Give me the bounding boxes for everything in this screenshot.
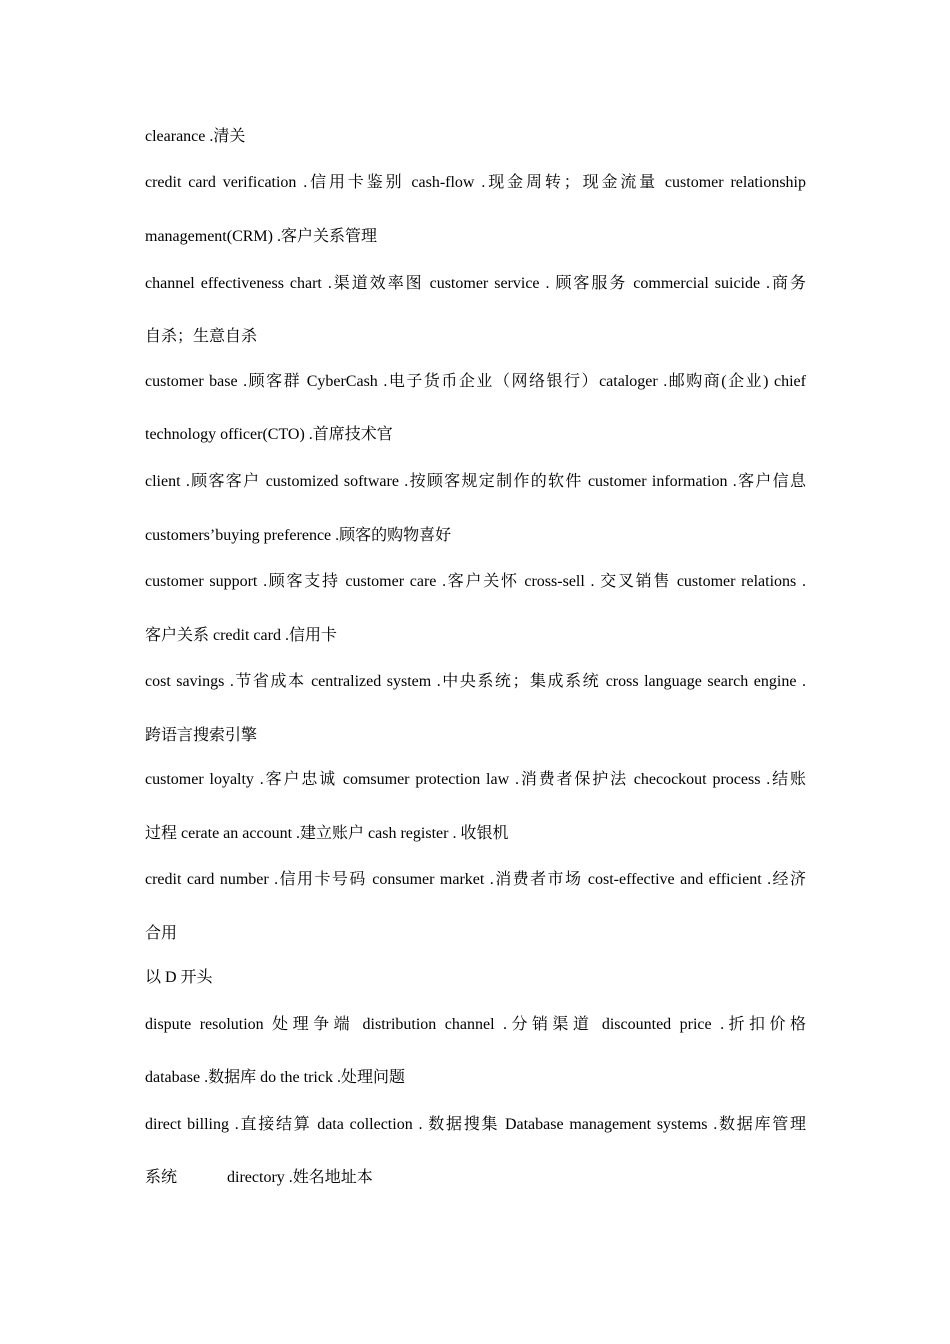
text-line: 合用 (145, 925, 178, 942)
text-line: 过程 cerate an account .建立账户 cash register . 收银机 (145, 825, 509, 842)
text-line-last-right: directory .姓名地址本 (227, 1169, 373, 1186)
text-line: management(CRM) .客户关系管理 (145, 228, 377, 245)
text-line: direct billing .直接结算 data collection . 数据搜集 Database management systems .数据库管理 (145, 1116, 806, 1133)
text-line: dispute resolution 处理争端 distribution channel .分销渠道 discounted price .折扣价格 (145, 1016, 806, 1033)
section-heading: 以 D 开头 (145, 969, 213, 986)
text-line: customer loyalty .客户忠诚 comsumer protection law .消费者保护法 checockout process .结账 (145, 771, 806, 788)
text-line: client .顾客客户 customized software .按顾客规定制作的软件 customer information .客户信息 (145, 473, 806, 490)
text-line: clearance .清关 (145, 128, 246, 145)
text-line: customer base .顾客群 CyberCash .电子货币企业（网络银行）cataloger .邮购商(企业) chief (145, 373, 806, 390)
text-line: channel effectiveness chart .渠道效率图 customer service . 顾客服务 commercial suicide .商务 (145, 275, 806, 292)
text-line: 跨语言搜索引擎 (145, 727, 258, 744)
text-line: customer support .顾客支持 customer care .客户关怀 cross-sell . 交叉销售 customer relations . (145, 573, 806, 590)
text-line: 客户关系 credit card .信用卡 (145, 627, 337, 644)
text-line-last (145, 1168, 806, 1188)
text-line: technology officer(CTO) .首席技术官 (145, 426, 393, 443)
text-line: database .数据库 do the trick .处理问题 (145, 1069, 405, 1086)
text-line: credit card verification .信用卡鉴别 cash-flow .现金周转；现金流量 customer relationship (145, 174, 806, 191)
text-line-last-left: 系统 (145, 1169, 178, 1186)
text-line: cost savings .节省成本 centralized system .中央系统；集成系统 cross language search engine . (145, 673, 806, 690)
text-line: customers’buying preference .顾客的购物喜好 (145, 527, 452, 544)
text-line: 自杀；生意自杀 (145, 328, 258, 345)
text-line: credit card number .信用卡号码 consumer market .消费者市场 cost-effective and efficient .经济 (145, 871, 806, 888)
